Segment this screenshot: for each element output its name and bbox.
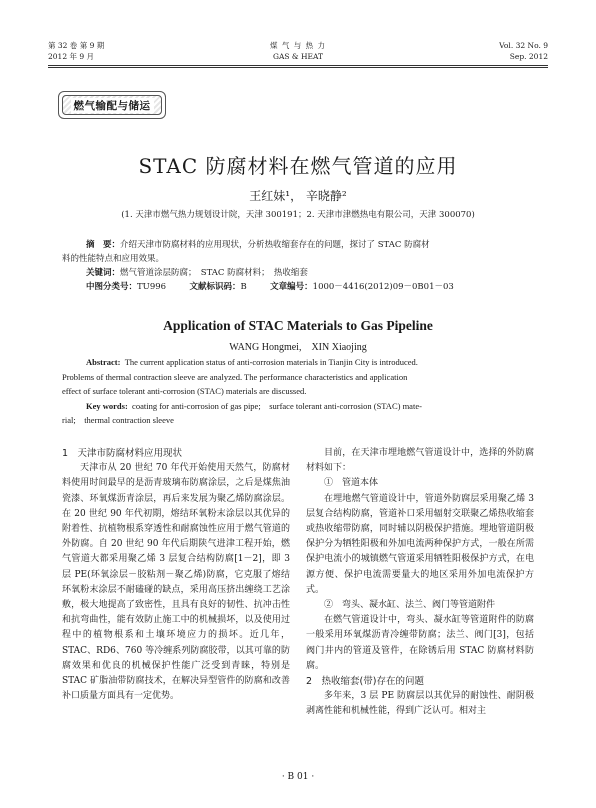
authors-en: WANG Hongmei, XIN Xiaojing [229,342,367,353]
right-intro-paragraph: 目前，在天津市埋地燃气管道设计中，选择的外防腐材料如下： [306,448,534,474]
issue-date: 2012 年 9 月 [48,52,95,61]
doc-code-label: 文献标识码： [189,282,241,292]
journal-volume-en [499,40,548,62]
issue-date-en: Sep. 2012 [509,52,548,61]
item-2-paragraph: 在燃气管道设计中，弯头、凝水缸等管道附件的防腐一般采用环氧煤沥青冷缠带防腐；法兰、阀门[3]，包括阀门井内的管道及管件，在除锈后用 STAC 防腐材料防腐。 [306,615,534,671]
left-column [62,446,290,704]
classification-line [62,280,532,294]
abstract-cn-text-1: 介绍天津市防腐材料的应用现状，分析热收缩套存在的问题，探讨了 STAC 防腐材 [120,240,430,250]
abstract-en-line1 [62,355,532,370]
keywords-en-label: Key words: [86,400,128,411]
volume-issue-en: Vol. 32 No. 9 [499,41,548,50]
article-title-en: Application of STAC Materials to Gas Pipeline [163,318,433,333]
keywords-en-text-2: rial; thermal contraction sleeve [62,415,174,426]
abstract-en-text-3: effect of surface tolerant anti-corrosion (STAC) materials are discussed. [62,386,307,397]
authors-cn: 王红妹¹， 辛晓静² [249,189,347,203]
article-no-value: 1000－4416(2012)09－0B01－03 [312,282,454,292]
abstract-cn-line1 [62,238,532,252]
section-1-paragraph: 天津市从 20 世纪 70 年代开始使用天然气，防腐材料使用时间最早的是沥青玻璃布防腐涂层，之后是煤焦油瓷漆、环氧煤沥青涂层，再后来发展为聚乙烯防腐涂层。在 20 世纪 90 年代初期，熔结环氧粉末涂层以其优异的附着性、抗植物根系穿透性和耐腐蚀性应用于燃气管道的外防腐。自 20 世纪 90 年代后期陕气进津工程开始，燃气管道大都采用聚乙烯 3 层复合结构防腐[1－2]，即 3 层 PE(环氧涂层－胶粘剂－聚乙烯)防腐，它克服了熔结环氧粉末涂层不耐磕碰的缺点，采用高压挤出缠绕工艺涂敷，极大地提高了致密性，且具有良好的韧性、抗冲击性和抗弯曲性，能有效防止施工中的机械损坏，以及使用过程中的植物根系和土壤环境应力的损坏。近几年，STAC、RD6、760 等冷缠系列防腐胶带，以其可靠的防腐效果和优良的机械保护性能广泛受到青睐，特别是 STAC 矿脂油带防腐技术，在解决异型管件的防腐和改善补口质量方面具有一定优势。 [62,463,290,702]
abstract-en [62,355,532,428]
abstract-en-label: Abstract: [86,357,121,367]
section-2-paragraph: 多年来，3 层 PE 防腐层以其优异的耐蚀性、耐阴极剥离性能和机械性能，得到广泛认可。相对主 [306,691,534,717]
abstract-en-text-2: Problems of thermal contraction sleeve are analyzed. The performance characteristics and application [62,371,408,382]
doc-code-value: B [240,282,247,292]
abstract-cn [62,238,532,294]
article-title-cn: STAC 防腐材料在燃气管道的应用 [138,154,458,178]
abstract-cn-text-2: 料的性能特点和应用效果。 [62,254,165,264]
abstract-en-text-1: The current application status of anti-corrosion materials in Tianjin City is introduced. [124,357,418,367]
clc-label: 中图分类号： [86,282,138,292]
item-2-title: ② 弯头、凝水缸、法兰、阀门等管道附件 [324,600,496,611]
keywords-cn-label: 关键词： [86,268,121,278]
keywords-en-text-1: coating for anti-corrosion of gas pipe; surface tolerant anti-corrosion (STAC) mate- [132,400,422,411]
clc-value: TU996 [137,282,167,292]
abstract-cn-label: 摘 要： [86,240,121,250]
journal-name-en: GAS & HEAT [272,52,323,61]
column-tag-frame [62,95,162,115]
keywords-cn [62,266,532,280]
page-number: · B 01 · [281,772,315,782]
header-rule [48,65,548,66]
item-1-paragraph: 在埋地燃气管道设计中，管道外防腐层采用聚乙烯 3 层复合结构防腐，管道补口采用辐射交联聚乙烯热收缩套或热收缩带防腐，同时辅以阴极保护措施。埋地管道阴极保护分为牺牲阳极和外加电流两种保护方式，一般在所需保护电流小的城镇燃气管道采用牺牲阳极保护方式，在电源方便、保护电流需要量大的地区采用外加电流保护方式。 [306,493,534,595]
header-rule-2 [48,67,548,68]
volume-issue: 第 32 卷 第 9 期 [48,41,105,50]
item-1-title: ① 管道本体 [324,478,379,489]
column-tag-label: 燃气输配与储运 [71,98,154,113]
keywords-en [62,399,532,414]
section-heading-2: 2 热收缩套(带)存在的问题 [306,676,424,688]
section-heading-1: 1 天津市防腐材料应用现状 [62,448,183,459]
right-column [306,446,534,720]
article-no-label: 文章编号： [270,282,313,292]
keywords-cn-text: 燃气管道涂层防腐； STAC 防腐材料； 热收缩套 [120,268,308,278]
affiliation-cn: (1. 天津市燃气热力规划设计院，天津 300191；2. 天津市津燃热电有限公司，天津 300070) [121,210,475,220]
journal-name-cn: 煤 气 与 热 力 [269,41,327,50]
column-tag [58,91,166,119]
